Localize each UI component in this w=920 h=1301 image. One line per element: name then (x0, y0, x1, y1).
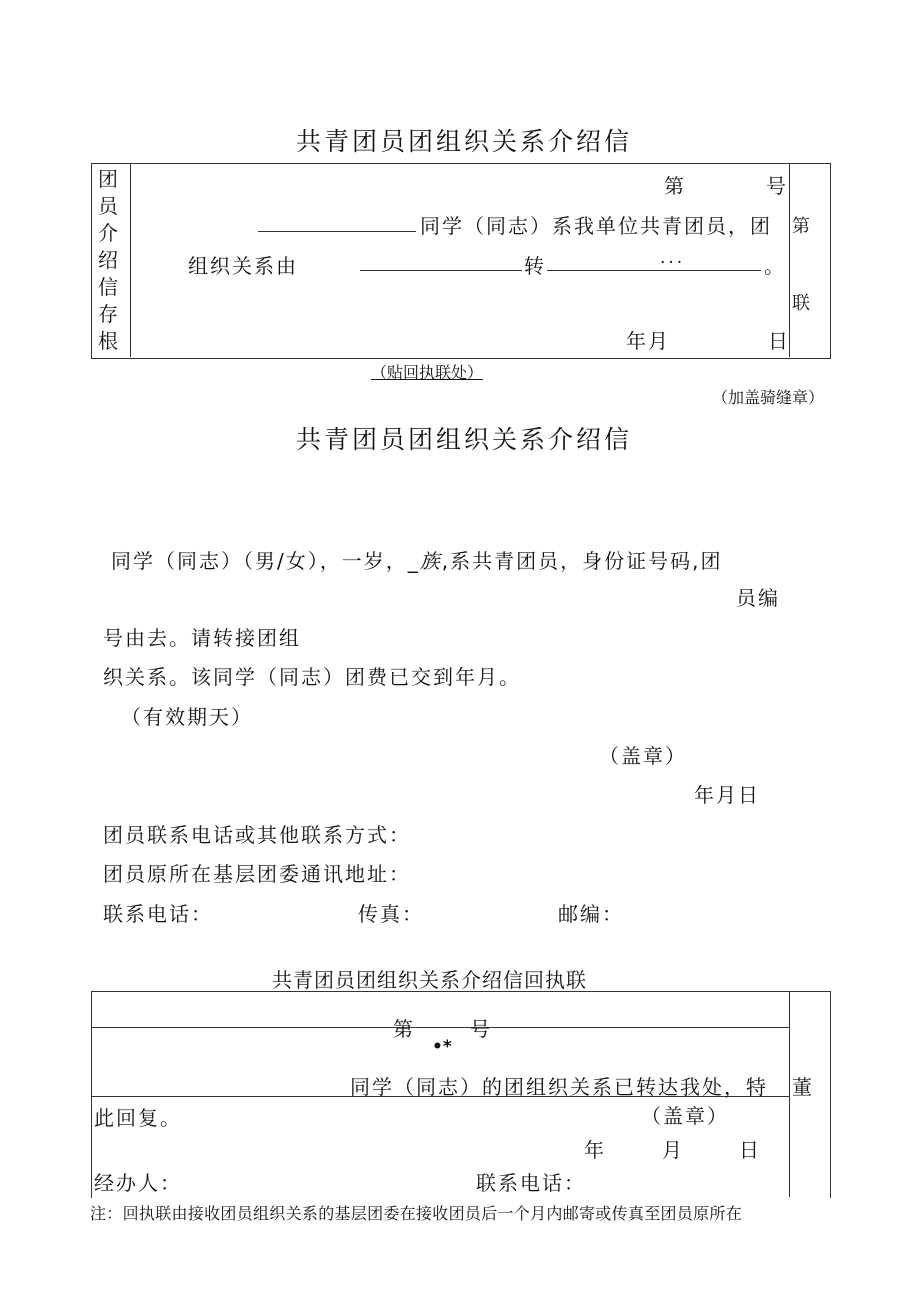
stub-side-label: 团员介绍信存根 (98, 167, 118, 353)
stub-right-lian: 联 (792, 293, 810, 314)
letter-seal: （盖章） (599, 744, 687, 768)
letter-title: 共青团员团组织关系介绍信 (296, 425, 633, 454)
stub-to-blank (547, 270, 761, 271)
seal-note: （加盖骑缝章） (712, 388, 825, 407)
receipt-side-char: 董 (792, 1075, 814, 1099)
stub-line2-zhuan: 转 (524, 254, 546, 278)
receipt-line1: 同学（同志）的团组织关系已转达我处，特 (350, 1075, 768, 1099)
receipt-handler-label: 经办人： (94, 1171, 182, 1195)
stub-line1: 同学（同志）系我单位共青团员，团 (420, 214, 772, 238)
stub-title: 共青团员团组织关系介绍信 (296, 127, 633, 156)
letter-line1-rest: ,系共青团员，身份证号码,团 (441, 549, 723, 573)
paste-receipt-note: （贴回执联处） (371, 363, 484, 382)
letter-zip-label: 邮编： (558, 902, 624, 926)
receipt-number-di: 第 (393, 1017, 415, 1041)
receipt-day: 日 (739, 1138, 761, 1162)
letter-line1-italic: 族 (419, 549, 442, 573)
letter-date: 年月日 (694, 783, 760, 807)
stub-left-divider (130, 164, 131, 357)
stub-number-di: 第 (664, 174, 686, 198)
stub-name-blank (258, 231, 416, 232)
stub-from-blank (360, 270, 522, 271)
stub-right-di: 第 (792, 216, 810, 237)
receipt-title: 共青团员团组织关系介绍信回执联 (272, 968, 587, 992)
receipt-month: 月 (662, 1138, 684, 1162)
letter-fax-label: 传真： (358, 902, 424, 926)
letter-line2: 号由去。请转接团组 (103, 626, 301, 650)
footnote: 注：回执联由接收团员组织关系的基层团委在接收团员后一个月内邮寄或传真至团员原所在 (90, 1204, 743, 1223)
receipt-mark: •* (432, 1037, 452, 1057)
receipt-number-hao: 号 (470, 1017, 492, 1041)
stub-line2-end: 。 (764, 254, 786, 278)
receipt-line2: 此回复。 (94, 1106, 182, 1130)
letter-validity: （有效期天） (121, 705, 253, 729)
receipt-right-divider (789, 992, 790, 1197)
letter-line1b: 员编 (736, 586, 780, 610)
letter-line1 (111, 545, 722, 574)
letter-line3: 织关系。该同学（同志）团费已交到年月。 (103, 665, 521, 689)
letter-line1-text: 同学（同志）（男/女），一岁，_ (111, 549, 420, 573)
letter-phone-label: 联系电话： (103, 902, 213, 926)
letter-contact: 团员联系电话或其他联系方式： (103, 823, 411, 847)
stub-line2-prefix: 组织关系由 (188, 254, 298, 278)
letter-address: 团员原所在基层团委通讯地址： (103, 862, 411, 886)
stub-date-day: 日 (768, 329, 790, 353)
stub-date-year-month: 年月 (626, 329, 670, 353)
receipt-year: 年 (584, 1138, 606, 1162)
receipt-seal: （盖章） (641, 1104, 729, 1128)
stub-number-hao: 号 (766, 174, 788, 198)
stub-line2-dots: ... (660, 248, 686, 268)
receipt-row-divider-1 (92, 1027, 789, 1028)
receipt-phone-label: 联系电话： (476, 1171, 586, 1195)
